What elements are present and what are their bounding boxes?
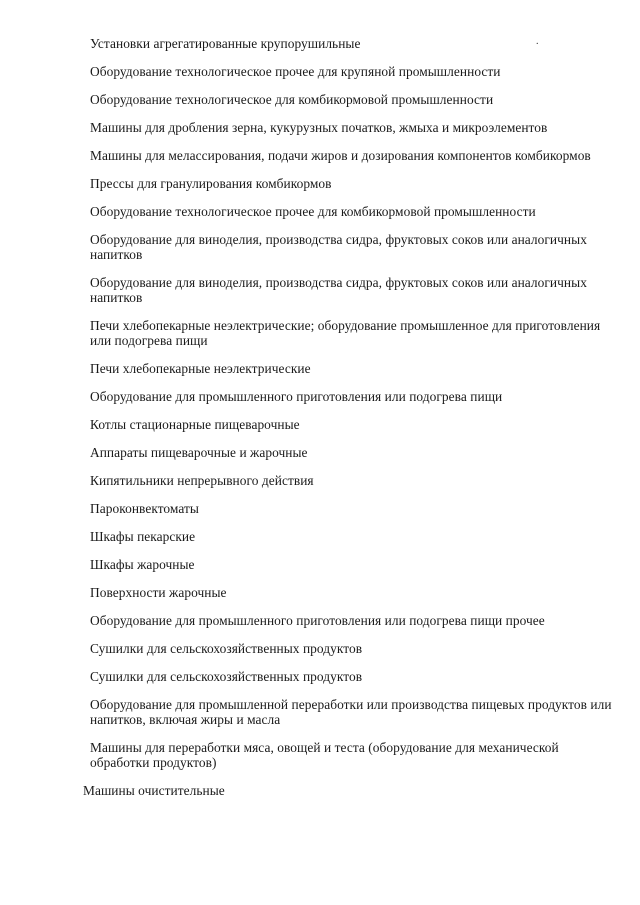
list-item: Шкафы жарочные [90,557,195,572]
list-item: Аппараты пищеварочные и жарочные [90,445,308,460]
list-item: Оборудование для промышленной переработки или производства пищевых продуктов или напитков, включая жиры и масла [90,697,612,727]
list-item: Сушилки для сельскохозяйственных продуктов [90,641,363,656]
list-item: Машины для дробления зерна, кукурузных початков, жмыха и микроэлементов [90,120,548,135]
list-item: Шкафы пекарские [90,529,196,544]
list-item: Оборудование для виноделия, производства сидра, фруктовых соков или аналогичных напитков [90,232,587,262]
list-item: Котлы стационарные пищеварочные [90,417,300,432]
list-item: Установки агрегатированные крупорушильные [90,36,361,51]
list-item: Поверхности жарочные [90,585,227,600]
list-item: Кипятильники непрерывного действия [90,473,314,488]
list-item: Сушилки для сельскохозяйственных продуктов [90,669,363,684]
equipment-list [83,36,620,811]
list-item: Оборудование технологическое прочее для комбикормовой промышленности [90,204,536,219]
list-item: Печи хлебопекарные неэлектрические [90,361,311,376]
list-item: Машины для мелассирования, подачи жиров и дозирования компонентов комбикормов [90,148,591,163]
list-item: Прессы для гранулирования комбикормов [90,176,332,191]
page-mark: . [536,36,539,47]
list-item: Пароконвектоматы [90,501,199,516]
list-item: Оборудование для промышленного приготовления или подогрева пищи [90,389,503,404]
list-item: Машины для переработки мяса, овощей и теста (оборудование для механической обработки продуктов) [90,740,559,770]
list-item: Оборудование технологическое для комбикормовой промышленности [90,92,494,107]
list-item: Оборудование технологическое прочее для крупяной промышленности [90,64,501,79]
list-item: Оборудование для промышленного приготовления или подогрева пищи прочее [90,613,545,628]
list-item: Оборудование для виноделия, производства сидра, фруктовых соков или аналогичных напитков [90,275,587,305]
list-item: Печи хлебопекарные неэлектрические; оборудование промышленное для приготовления или подогрева пищи [90,318,601,348]
list-item: Машины очистительные [83,783,225,798]
